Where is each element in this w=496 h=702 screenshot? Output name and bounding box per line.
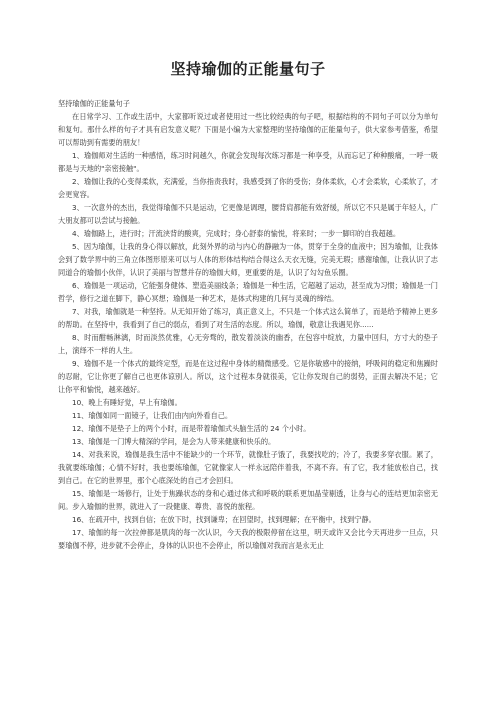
quote-paragraph-6: 6、瑜伽是一项运动，它能强身健体、塑造美丽线条；瑜伽是一种生活，它超越了运动，甚至成为习惯；瑜伽是一门哲学，修行之道在脚下，静心冥想；瑜伽是一种艺术，是体式构建的几何与灵魂的缔结。 <box>58 281 438 303</box>
quote-paragraph-17: 17、瑜伽的每一次拉伸都是肌肉的每一次认识，今天我的极限停留在这里，明天或许又会比今天再进步一旦点，只要瑜伽不停，进步就不会停止，身体的认识也不会停止，所以瑜伽对我而言是永无止 <box>58 528 438 550</box>
page-title: 坚持瑜伽的正能量句子 <box>170 60 326 78</box>
quote-paragraph-5: 5、因为瑜伽，让我的身心得以解放，此刻外界的动与内心的静融为一体，贯穿于全身的血液中；因为瑜伽，让我体会到了数学界中的三角立体图形原来可以与人体的形体结构结合得这么天衣无缝，完美无瑕；感谢瑜伽，让我认识了志同道合的瑜伽小伙伴，认识了美丽与智慧并存的瑜伽大师，更重要的是，认识了勾勾鱼乐圈。 <box>58 242 438 277</box>
quote-paragraph-14: 14、对我来说，瑜伽是我生活中不能缺少的一个环节，就像肚子饿了，我要找吃的；冷了，我要多穿衣服。累了，我就要练瑜伽；心情不好时，我也要练瑜伽，它就像家人一样永远陪伴着我，不离不弃。有了它，我才能放松自己，找到自己。在它的世界里，那个心底深处的自己才会回归。 <box>58 450 438 485</box>
document-subtitle: 坚持瑜伽的正能量句子 <box>58 99 130 108</box>
intro-paragraph: 在日常学习、工作或生活中，大家都听说过或者使用过一些比较经典的句子吧，根据结构的不同句子可以分为单句和复句。那什么样的句子才具有启发意义呢？下面是小编为大家整理的坚持瑜伽的正能量句子，供大家参考借鉴，希望可以帮助到有需要的朋友！ <box>58 112 438 147</box>
quote-paragraph-7: 7、对我，瑜伽就是一种坚持。从无知开始了练习，真正意义上，不只是一个体式这么简单了，而是给予精神上更多的帮助。在坚持中，我看到了自己的弱点，看到了对生活的态度。所以，瑜伽，敬意让我遇见你...... <box>58 307 438 329</box>
quote-paragraph-16: 16、在疏开中，找到自信；在放下时，找到谦卑；在回望时，找到理解；在平衡中，找到宁静。 <box>72 515 376 524</box>
quote-paragraph-11: 11、瑜伽如同一面镜子，让我们由内向外看自己。 <box>72 411 233 420</box>
quote-paragraph-3: 3、一次意外的杰出，我觉得瑜伽不只是运动，它更像是调理，腰背肩都能有效舒缓，所以它不只是属于年轻人，广大朋友都可以尝试与接触。 <box>58 203 438 225</box>
quote-paragraph-12: 12、瑜伽不是垫子上的两个小时，而是带着瑜伽式头脑生活的 24 个小时。 <box>72 424 311 433</box>
quote-paragraph-15: 15、瑜伽是一场修行，让处于焦躁状态的身和心通过体式和呼吸的联系更加晶莹剔透，让身与心的连结更加亲密无间。步入瑜伽的世界，就进入了一段健康、尊贵、喜悦的旅程。 <box>58 489 438 511</box>
quote-paragraph-1: 1、瑜伽师对生活的一种感悟，练习时间越久，你就会发现每次练习都是一种享受，从而忘记了种种酸痛，一呼一吸都是与天地的"亲密接触"。 <box>58 151 438 173</box>
quote-paragraph-4: 4、瑜伽路上，进行时；汗流浃背的酸爽，完成时；身心舒泰的愉悦，将来时；一步一脚印的自我超越。 <box>72 229 401 238</box>
quote-paragraph-8: 8、时而酣畅淋漓，时而淡然优雅，心无旁骛的，散发着淡淡的幽香，在包容中绽放，力量中回归，方寸大的垫子上，演绎不一样的人生。 <box>58 333 438 355</box>
quote-paragraph-9: 9、瑜伽不是一个体式的最终定型，而是在这过程中身体的精微感受。它是你敏感中的接纳，呼吸间的稳定和焦躁时的忍耐，它让你更了解自己也更体谅别人。所以，这个过程本身就很美，它让你发现自己的弱势，正面去解决不足；它让你平和愉悦，越来越好。 <box>58 359 438 394</box>
quote-paragraph-13: 13、瑜伽是一门博大精深的学问，是会为人带来健康和快乐的。 <box>72 437 276 446</box>
quote-paragraph-2: 2、瑜伽让我的心变得柔软，充满爱，当你指责我时，我感受到了你的受伤；身体柔软，心才会柔软，心柔软了，才会更宽容。 <box>58 177 438 199</box>
quote-paragraph-10: 10、晚上有睡好觉，早上有瑜伽。 <box>72 398 182 407</box>
